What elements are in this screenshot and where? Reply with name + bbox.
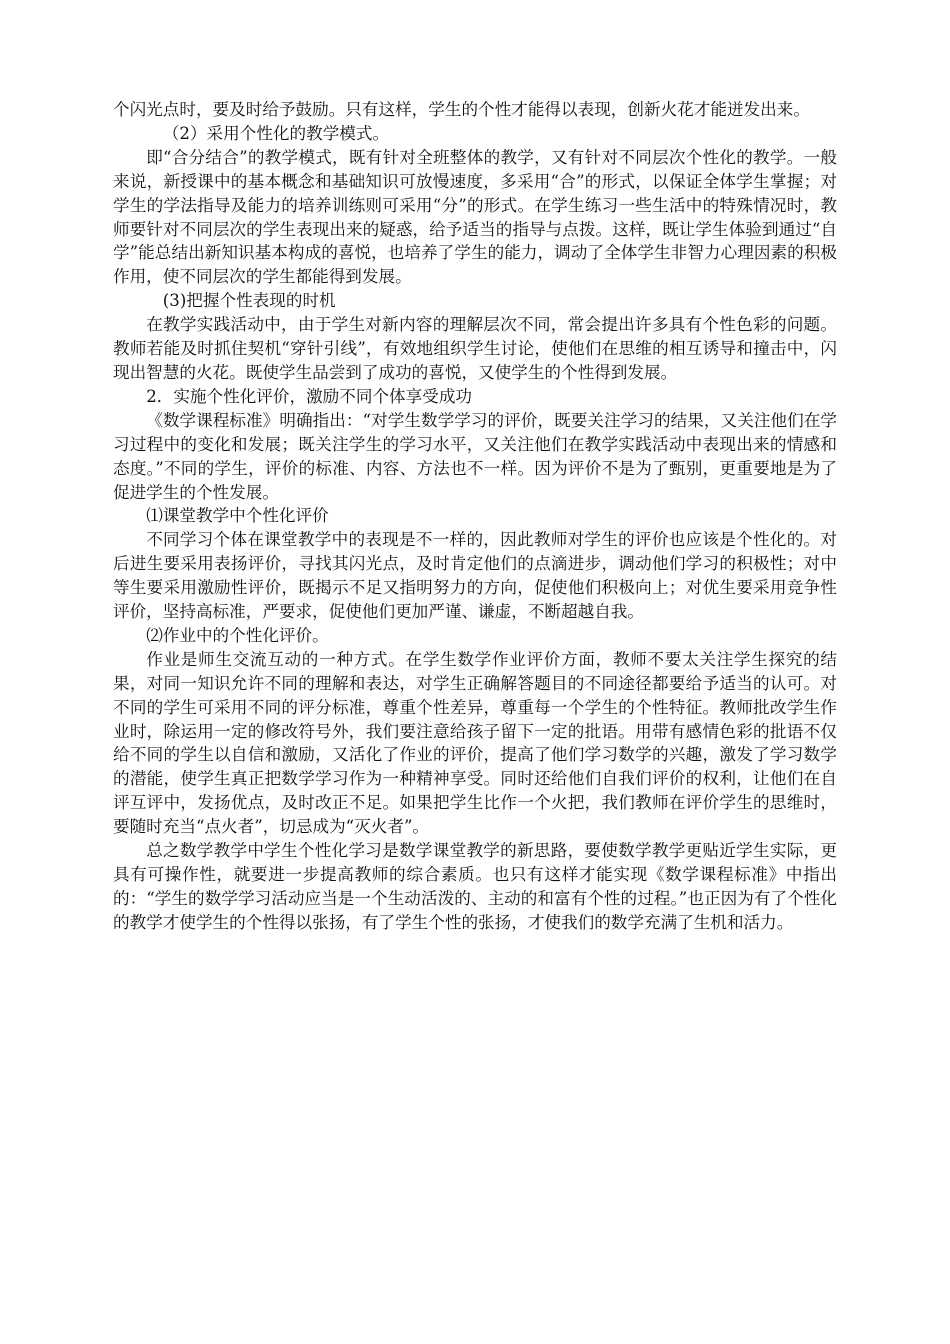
paragraph-homework-evaluation: 作业是师生交流互动的一种方式。在学生数学作业评价方面，教师不要太关注学生探究的结果，对同一知识允许不同的理解和表达，对学生正确解答题目的不同途径都要给予适当的认可。对不同的学生可采用不同的评分标准，尊重个性差异，尊重每一个学生的个性特征。教师批改学生作业时，除运用一定的修改符号外，我们要注意给孩子留下一定的批语。用带有感情色彩的批语不仅给不同的学生以自信和激励，又活化了作业的评价，提高了他们学习数学的兴趣，激发了学习数学的潜能，使学生真正把数学学习作为一种精神享受。同时还给他们自我们评价的权利，让他们在自评互评中，发扬优点，及时改正不足。如果把学生比作一个火把，我们教师在评价学生的思维时，要随时充当“点火者”，切忌成为“灭火者”。 <box>113 649 837 837</box>
paragraph-curriculum-standard: 《数学课程标准》明确指出：“对学生数学学习的评价，既要关注学习的结果，又关注他们在学习过程中的变化和发展；既关注学生的学习水平，又关注他们在教学实践活动中表现出来的情感和态度。”不同的学生，评价的标准、内容、方法也不一样。因为评价不是为了甄别，更重要地是为了促进学生的个性发展。 <box>113 410 837 502</box>
subheading-timing: (3)把握个性表现的时机 <box>162 291 336 311</box>
paragraph-teaching-mode: 即“合分结合”的教学模式，既有针对全班整体的教学，又有针对不同层次个性化的教学。一般来说，新授课中的基本概念和基础知识可放慢速度，多采用“合”的形式，以保证全体学生掌握；对学生的学法指导及能力的培养训练则可采用“分”的形式。在学生练习一些生活中的特殊情况时，教师要针对不同层次的学生表现出来的疑惑，给予适当的指导与点拨。这样，既让学生体验到通过“自学”能总结出新知识基本构成的喜悦，也培养了学生的能力，调动了全体学生非智力心理因素的积极作用，使不同层次的学生都能得到发展。 <box>113 147 837 287</box>
heading-personalized-evaluation: 2．实施个性化评价，激励不同个体享受成功 <box>146 386 473 406</box>
paragraph-continuation: 个闪光点时，要及时给予鼓励。只有这样，学生的个性才能得以表现，创新火花才能迸发出来。 <box>113 100 810 119</box>
subheading-teaching-mode: （2）采用个性化的教学模式。 <box>162 123 390 143</box>
document-body <box>113 98 837 935</box>
subheading-classroom-evaluation: ⑴课堂教学中个性化评价 <box>146 506 329 526</box>
subheading-homework-evaluation: ⑵作业中的个性化评价。 <box>146 625 329 645</box>
paragraph-timing: 在教学实践活动中，由于学生对新内容的理解层次不同，常会提出许多具有个性色彩的问题。教师若能及时抓住契机“穿针引线”，有效地组织学生讨论，使他们在思维的相互诱导和撞击中，闪现出智慧的火花。既使学生品尝到了成功的喜悦，又使学生的个性得到发展。 <box>113 315 837 382</box>
paragraph-conclusion: 总之数学教学中学生个性化学习是数学课堂教学的新思路，要使数学教学更贴近学生实际，更具有可操作性，就要进一步提高教师的综合素质。也只有这样才能实现《数学课程标准》中指出的：“学生的数学学习活动应当是一个生动活泼的、主动的和富有个性的过程。”也正因为有了个性化的教学才使学生的个性得以张扬，有了学生个性的张扬，才使我们的数学充满了生机和活力。 <box>113 841 837 932</box>
paragraph-classroom-evaluation: 不同学习个体在课堂教学中的表现是不一样的，因此教师对学生的评价也应该是个性化的。对后进生要采用表扬评价，寻找其闪光点，及时肯定他们的点滴进步，调动他们学习的积极性；对中等生要采用激励性评价，既揭示不足又指明努力的方向，促使他们积极向上；对优生要采用竞争性评价，坚持高标准，严要求，促使他们更加严谨、谦虚，不断超越自我。 <box>113 530 837 622</box>
